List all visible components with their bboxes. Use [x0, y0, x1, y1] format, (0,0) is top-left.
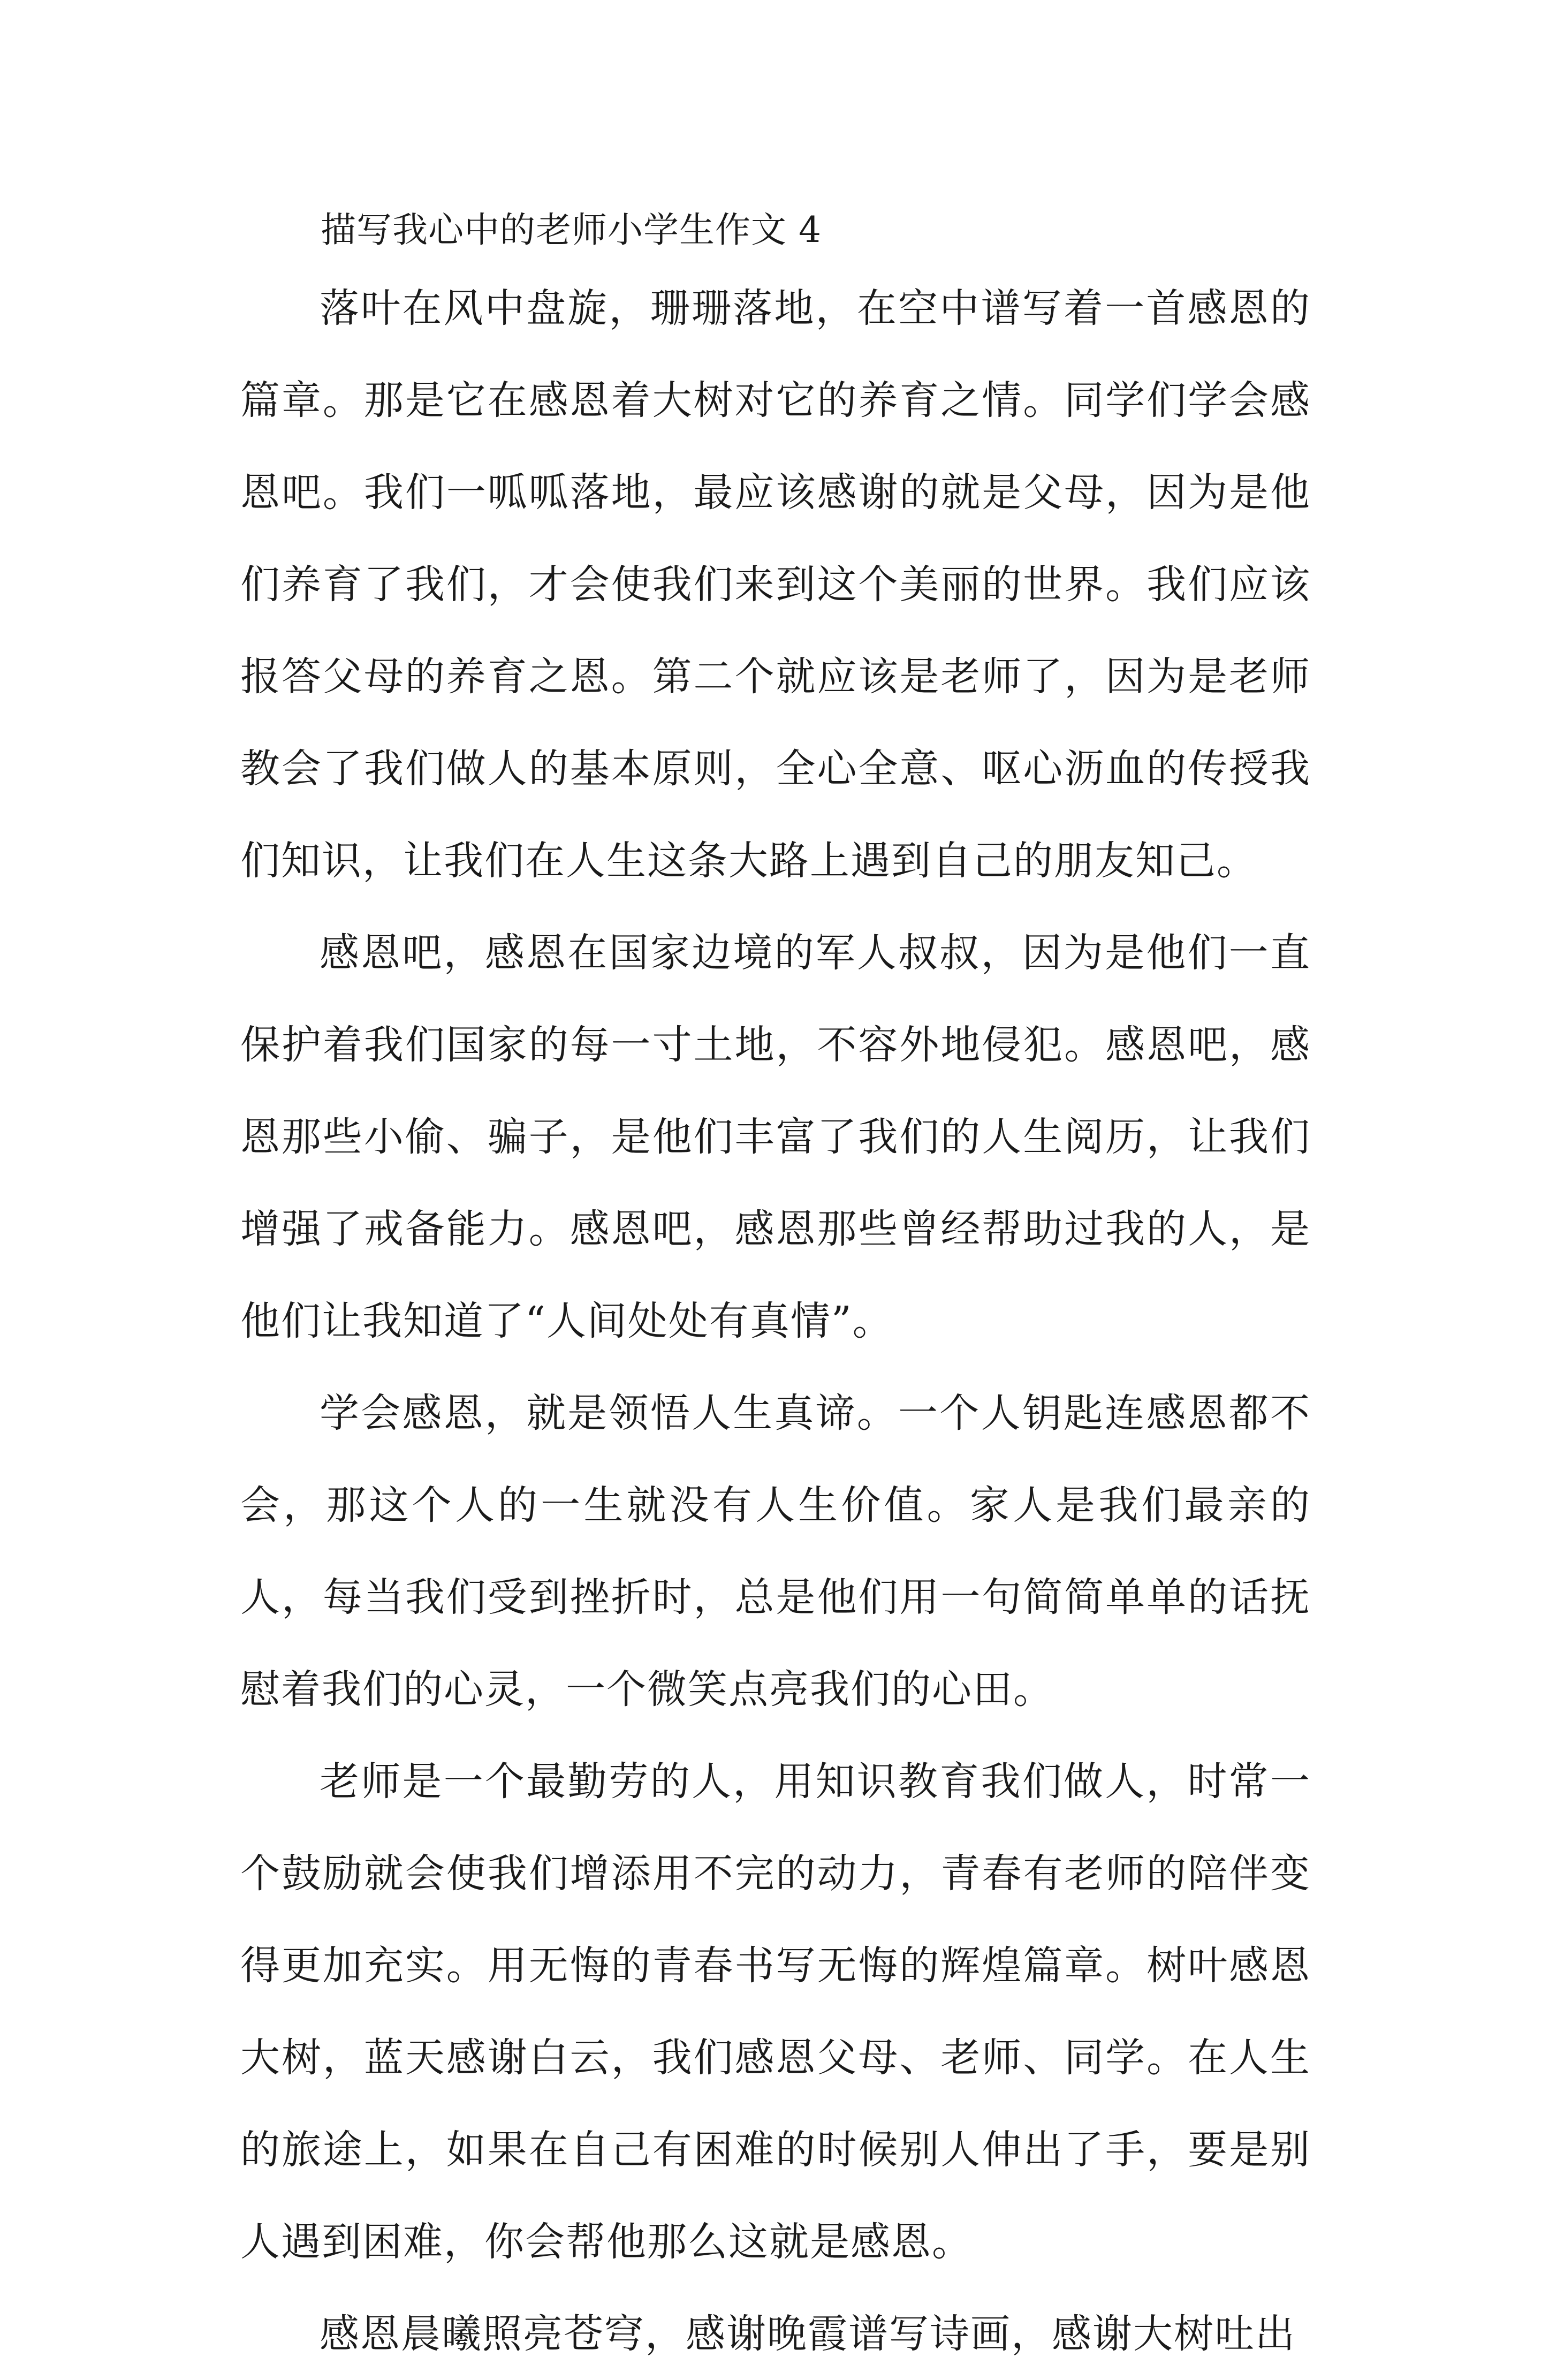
paragraph-3: 学会感恩，就是领悟人生真谛。一个人钥匙连感恩都不会，那这个人的一生就没有人生价值。家人是我们最亲的人，每当我们受到挫折时，总是他们用一句简简单单的话抚慰着我们的心灵，一个微笑点亮我们的心田。 [240, 1390, 1311, 1712]
paragraph-2: 感恩吧，感恩在国家边境的军人叔叔，因为是他们一直保护着我们国家的每一寸土地，不容外地侵犯。感恩吧，感恩那些小偷、骗子，是他们丰富了我们的人生阅历，让我们增强了戒备能力。感恩吧，感恩那些曾经帮助过我的人，是他们让我知道了“人间处处有真情”。 [240, 930, 1311, 1344]
paragraph-4: 老师是一个最勤劳的人，用知识教育我们做人，时常一个鼓励就会使我们增添用不完的动力，青春有老师的陪伴变得更加充实。用无悔的青春书写无悔的辉煌篇章。树叶感恩大树，蓝天感谢白云，我们感恩父母、老师、同学。在人生的旅途上，如果在自己有困难的时候别人伸出了手，要是别人遇到困难，你会帮他那么这就是感恩。 [240, 1759, 1311, 2265]
paragraph-1: 落叶在风中盘旋，珊珊落地，在空中谱写着一首感恩的篇章。那是它在感恩着大树对它的养育之情。同学们学会感恩吧。我们一呱呱落地，最应该感谢的就是父母，因为是他们养育了我们，才会使我们来到这个美丽的世界。我们应该报答父母的养育之恩。第二个就应该是老师了，因为是老师教会了我们做人的基本原则，全心全意、呕心沥血的传授我们知识，让我们在人生这条大路上遇到自己的朋友知己。 [240, 285, 1311, 884]
document-body [240, 198, 1311, 2380]
document-title: 描写我心中的老师小学生作文 4 [321, 209, 822, 251]
paragraph-5: 感恩晨曦照亮苍穹，感谢晚霞谱写诗画，感谢大树吐出 [320, 2311, 1296, 2357]
